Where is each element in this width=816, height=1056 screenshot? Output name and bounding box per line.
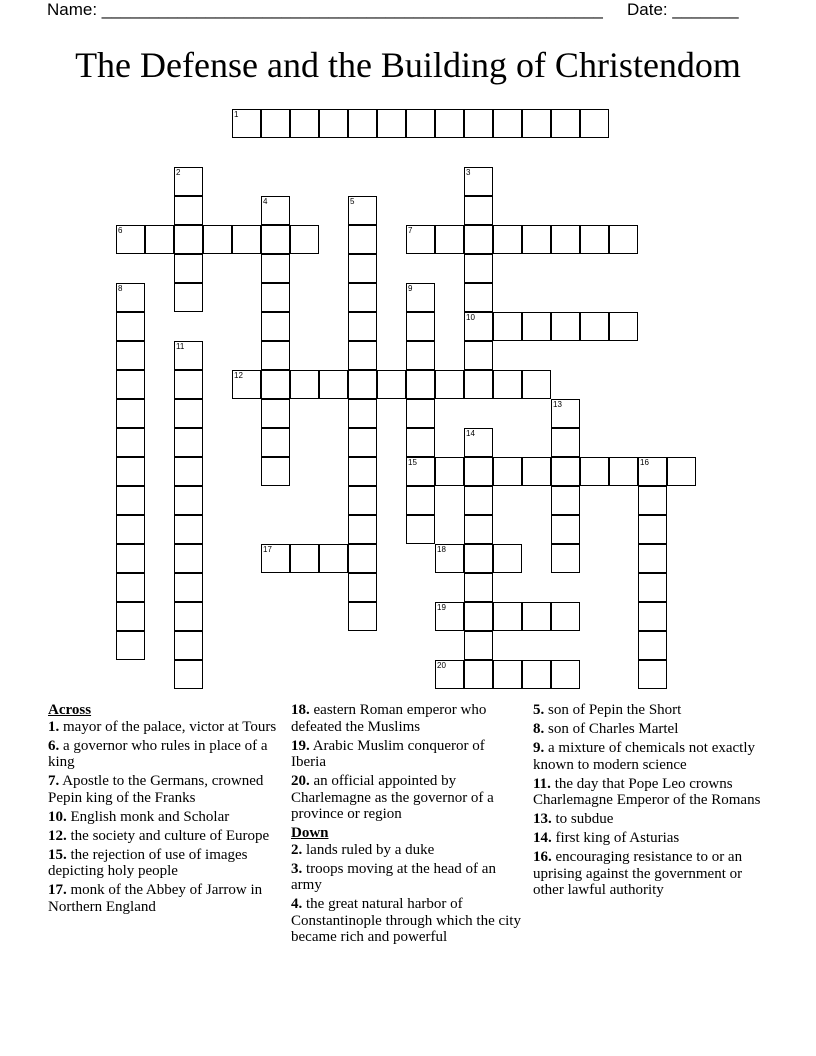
- clue-number: 5: [350, 197, 355, 206]
- crossword-cell[interactable]: [464, 254, 493, 283]
- crossword-cell[interactable]: [522, 312, 551, 341]
- clue-number: 14: [466, 429, 475, 438]
- clue-number: 18: [437, 545, 446, 554]
- crossword-cell[interactable]: [435, 109, 464, 138]
- clue-down: 11. the day that Pope Leo crowns Charlemagne Emperor of the Romans: [533, 775, 761, 808]
- crossword-cell[interactable]: [116, 515, 145, 544]
- crossword-cell[interactable]: [522, 370, 551, 399]
- clues-column-1: [48, 702, 280, 918]
- crossword-cell[interactable]: [116, 631, 145, 660]
- date-field-label: Date: _______: [627, 0, 739, 19]
- crossword-cell[interactable]: [203, 225, 232, 254]
- crossword-cell[interactable]: [464, 283, 493, 312]
- clue-down: 5. son of Pepin the Short: [533, 702, 682, 718]
- crossword-cell[interactable]: [522, 660, 551, 689]
- clue-down: 16. encouraging resistance to or an uprising against the government or other lawful authority: [533, 849, 743, 898]
- crossword-cell[interactable]: [174, 457, 203, 486]
- crossword-cell[interactable]: [348, 428, 377, 457]
- clue-number: 10: [466, 313, 475, 322]
- crossword-cell[interactable]: [319, 109, 348, 138]
- crossword-cell[interactable]: [348, 341, 377, 370]
- clue-down: 3. troops moving at the head of an army: [291, 860, 496, 893]
- crossword-cell[interactable]: [348, 109, 377, 138]
- crossword-cell[interactable]: [580, 109, 609, 138]
- crossword-cell[interactable]: [493, 544, 522, 573]
- crossword-cell[interactable]: [580, 457, 609, 486]
- crossword-cell[interactable]: [116, 486, 145, 515]
- crossword-cell[interactable]: [464, 602, 493, 631]
- crossword-cell[interactable]: [406, 428, 435, 457]
- crossword-cell[interactable]: [116, 573, 145, 602]
- crossword-cell[interactable]: [348, 283, 377, 312]
- crossword-cell[interactable]: [464, 660, 493, 689]
- crossword-cell[interactable]: [464, 109, 493, 138]
- crossword-cell[interactable]: [406, 312, 435, 341]
- crossword-cell[interactable]: [493, 109, 522, 138]
- crossword-cell[interactable]: [522, 457, 551, 486]
- crossword-cell[interactable]: [348, 399, 377, 428]
- crossword-cell[interactable]: [174, 544, 203, 573]
- crossword-cell[interactable]: [609, 312, 638, 341]
- crossword-cell[interactable]: [348, 457, 377, 486]
- crossword-cell[interactable]: [261, 225, 290, 254]
- crossword-cell[interactable]: [290, 370, 319, 399]
- crossword-cell[interactable]: [638, 544, 667, 573]
- crossword-cell[interactable]: [464, 573, 493, 602]
- across-heading: Across: [48, 702, 92, 718]
- down-heading: Down: [291, 825, 329, 841]
- crossword-cell[interactable]: [493, 660, 522, 689]
- crossword-cell[interactable]: [406, 370, 435, 399]
- clue-across: 12. the society and culture of Europe: [48, 827, 270, 844]
- crossword-cell[interactable]: [464, 196, 493, 225]
- crossword-cell[interactable]: [551, 109, 580, 138]
- clue-number: 1: [234, 110, 239, 119]
- clue-number: 4: [263, 197, 268, 206]
- clue-number: 15: [408, 458, 417, 467]
- crossword-cell[interactable]: [116, 428, 145, 457]
- clue-number: 12: [234, 371, 243, 380]
- crossword-cell[interactable]: [319, 370, 348, 399]
- clue-down: 8. son of Charles Martel: [533, 721, 679, 737]
- crossword-cell[interactable]: [406, 109, 435, 138]
- crossword-cell[interactable]: [551, 515, 580, 544]
- clue-across: 6. a governor who rules in place of a king: [48, 737, 268, 770]
- crossword-cell[interactable]: [174, 486, 203, 515]
- crossword-cell[interactable]: [493, 602, 522, 631]
- crossword-cell[interactable]: [261, 341, 290, 370]
- crossword-cell[interactable]: [551, 225, 580, 254]
- page-title: The Defense and the Building of Christendom: [75, 45, 741, 85]
- crossword-cell[interactable]: [638, 631, 667, 660]
- crossword-cell[interactable]: [116, 544, 145, 573]
- clue-across: 1. mayor of the palace, victor at Tours: [48, 718, 277, 735]
- crossword-cell[interactable]: [261, 399, 290, 428]
- crossword-cell[interactable]: [348, 312, 377, 341]
- crossword-cell[interactable]: [435, 457, 464, 486]
- crossword-cell[interactable]: [116, 370, 145, 399]
- crossword-cell[interactable]: [348, 515, 377, 544]
- crossword-cell[interactable]: [667, 457, 696, 486]
- crossword-cell[interactable]: [522, 225, 551, 254]
- crossword-cell[interactable]: [435, 225, 464, 254]
- crossword-cell[interactable]: [377, 370, 406, 399]
- crossword-cell[interactable]: [348, 225, 377, 254]
- crossword-cell[interactable]: [551, 486, 580, 515]
- crossword-cell[interactable]: [174, 631, 203, 660]
- crossword-cell[interactable]: [174, 283, 203, 312]
- crossword-cell[interactable]: [551, 602, 580, 631]
- crossword-cell[interactable]: [261, 457, 290, 486]
- crossword-cell[interactable]: [348, 573, 377, 602]
- crossword-cell[interactable]: [464, 544, 493, 573]
- name-field-label: Name: _____________________________________________________: [47, 0, 603, 19]
- clue-across: 17. monk of the Abbey of Jarrow in Northern England: [48, 882, 263, 915]
- crossword-cell[interactable]: [406, 486, 435, 515]
- crossword-cell[interactable]: [116, 457, 145, 486]
- crossword-cell[interactable]: [435, 370, 464, 399]
- crossword-cell[interactable]: [464, 225, 493, 254]
- crossword-cell[interactable]: [551, 312, 580, 341]
- clue-number: 2: [176, 168, 181, 177]
- crossword-cell[interactable]: [348, 602, 377, 631]
- crossword-cell[interactable]: [638, 486, 667, 515]
- crossword-cell[interactable]: [580, 312, 609, 341]
- clue-down: 13. to subdue: [533, 811, 614, 827]
- crossword-cell[interactable]: [145, 225, 174, 254]
- clue-down: 2. lands ruled by a duke: [291, 841, 435, 858]
- crossword-cell[interactable]: [464, 341, 493, 370]
- clue-across: 7. Apostle to the Germans, crowned Pepin king of the Franks: [48, 773, 264, 806]
- crossword-cell[interactable]: [174, 196, 203, 225]
- crossword-cell[interactable]: [493, 225, 522, 254]
- crossword-cell[interactable]: [493, 370, 522, 399]
- clue-across: 18. eastern Roman emperor who defeated the Muslims: [291, 702, 487, 735]
- crossword-cell[interactable]: [464, 486, 493, 515]
- crossword-cell[interactable]: [261, 109, 290, 138]
- crossword-cell[interactable]: [493, 457, 522, 486]
- clue-number: 19: [437, 603, 446, 612]
- clue-number: 7: [408, 226, 413, 235]
- clue-across: 20. an official appointed by Charlemagne as the governor of a province or region: [291, 773, 494, 822]
- crossword-cell[interactable]: [174, 660, 203, 689]
- crossword-cell[interactable]: [261, 312, 290, 341]
- crossword-cell[interactable]: [174, 515, 203, 544]
- crossword-cell[interactable]: [522, 109, 551, 138]
- crossword-cell[interactable]: [116, 399, 145, 428]
- clue-number: 9: [408, 284, 413, 293]
- crossword-cell[interactable]: [551, 457, 580, 486]
- crossword-cell[interactable]: [522, 602, 551, 631]
- clue-number: 6: [118, 226, 123, 235]
- crossword-cell[interactable]: [580, 225, 609, 254]
- crossword-cell[interactable]: [174, 428, 203, 457]
- crossword-cell[interactable]: [464, 631, 493, 660]
- crossword-cell[interactable]: [174, 254, 203, 283]
- crossword-cell[interactable]: [290, 225, 319, 254]
- crossword-cell[interactable]: [232, 225, 261, 254]
- clue-down: 9. a mixture of chemicals not exactly known to modern science: [533, 740, 756, 773]
- crossword-cell[interactable]: [638, 573, 667, 602]
- clue-number: 3: [466, 168, 471, 177]
- crossword-cell[interactable]: [116, 312, 145, 341]
- crossword-cell[interactable]: [116, 602, 145, 631]
- crossword-cell[interactable]: [551, 544, 580, 573]
- crossword-cell[interactable]: [406, 515, 435, 544]
- crossword-cell[interactable]: [348, 370, 377, 399]
- crossword-cell[interactable]: [261, 370, 290, 399]
- crossword-cell[interactable]: [174, 573, 203, 602]
- crossword-cell[interactable]: [174, 370, 203, 399]
- crossword-cell[interactable]: [638, 515, 667, 544]
- crossword-cell[interactable]: [551, 428, 580, 457]
- crossword-cell[interactable]: [551, 660, 580, 689]
- crossword-cell[interactable]: [377, 109, 406, 138]
- crossword-cell[interactable]: [348, 254, 377, 283]
- crossword-cell[interactable]: [609, 225, 638, 254]
- crossword-cell[interactable]: [348, 486, 377, 515]
- crossword-cell[interactable]: [261, 283, 290, 312]
- clues-column-3: [533, 702, 765, 901]
- crossword-cell[interactable]: [493, 312, 522, 341]
- crossword-cell[interactable]: [319, 544, 348, 573]
- crossword-cell[interactable]: [348, 544, 377, 573]
- crossword-cell[interactable]: [174, 399, 203, 428]
- crossword-cell[interactable]: [638, 660, 667, 689]
- crossword-cell[interactable]: [174, 225, 203, 254]
- crossword-cell[interactable]: [116, 341, 145, 370]
- clue-number: 16: [640, 458, 649, 467]
- clue-across: 15. the rejection of use of images depicting holy people: [48, 846, 248, 879]
- crossword-cell[interactable]: [464, 370, 493, 399]
- crossword-cell[interactable]: [464, 457, 493, 486]
- clue-across: 19. Arabic Muslim conqueror of Iberia: [291, 737, 485, 770]
- clues-column-2: [291, 702, 523, 948]
- crossword-cell[interactable]: [261, 428, 290, 457]
- clue-number: 17: [263, 545, 272, 554]
- clue-down: 4. the great natural harbor of Constantinople through which the city became rich and powerful: [291, 896, 521, 945]
- clue-number: 13: [553, 400, 562, 409]
- clue-number: 20: [437, 661, 446, 670]
- crossword-cell[interactable]: [406, 399, 435, 428]
- clue-number: 8: [118, 284, 123, 293]
- crossword-cell[interactable]: [464, 515, 493, 544]
- crossword-cell[interactable]: [609, 457, 638, 486]
- crossword-cell[interactable]: [290, 544, 319, 573]
- clue-across: 10. English monk and Scholar: [48, 808, 230, 825]
- crossword-cell[interactable]: [406, 341, 435, 370]
- crossword-cell[interactable]: [174, 602, 203, 631]
- crossword-cell[interactable]: [290, 109, 319, 138]
- crossword-cell[interactable]: [638, 602, 667, 631]
- clue-down: 14. first king of Asturias: [533, 830, 680, 846]
- clue-number: 11: [176, 342, 185, 351]
- crossword-cell[interactable]: [261, 254, 290, 283]
